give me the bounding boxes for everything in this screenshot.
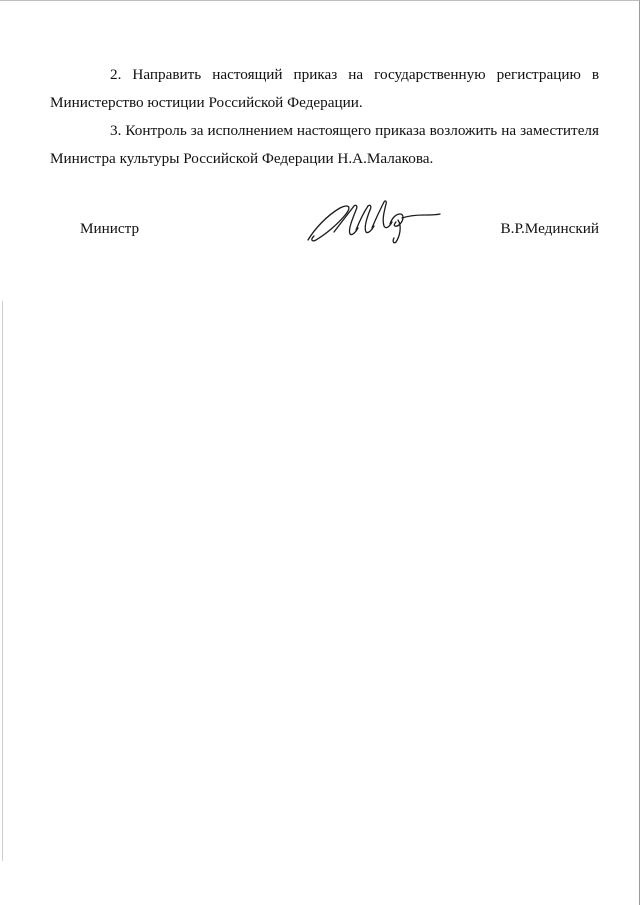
signature-block <box>80 196 599 256</box>
scan-edge <box>2 301 3 861</box>
paragraph-3-line-2: Министра культуры Российской Федерации Н.А.Малакова. <box>50 149 434 167</box>
document-body <box>50 61 599 173</box>
signatory-position: Министр <box>80 220 140 237</box>
paragraph-3-line-1: 3. Контроль за исполнением настоящего приказа возложить на заместителя <box>110 122 599 139</box>
signatory-name: В.Р.Мединский <box>500 220 599 237</box>
paragraph-2 <box>50 61 599 116</box>
paragraph-2-line-1: 2. Направить настоящий приказ на государственную регистрацию в <box>110 66 599 83</box>
handwritten-signature <box>304 196 444 246</box>
paragraph-2-line-2: Министерство юстиции Российской Федерации. <box>50 93 363 111</box>
paragraph-3 <box>50 117 599 172</box>
